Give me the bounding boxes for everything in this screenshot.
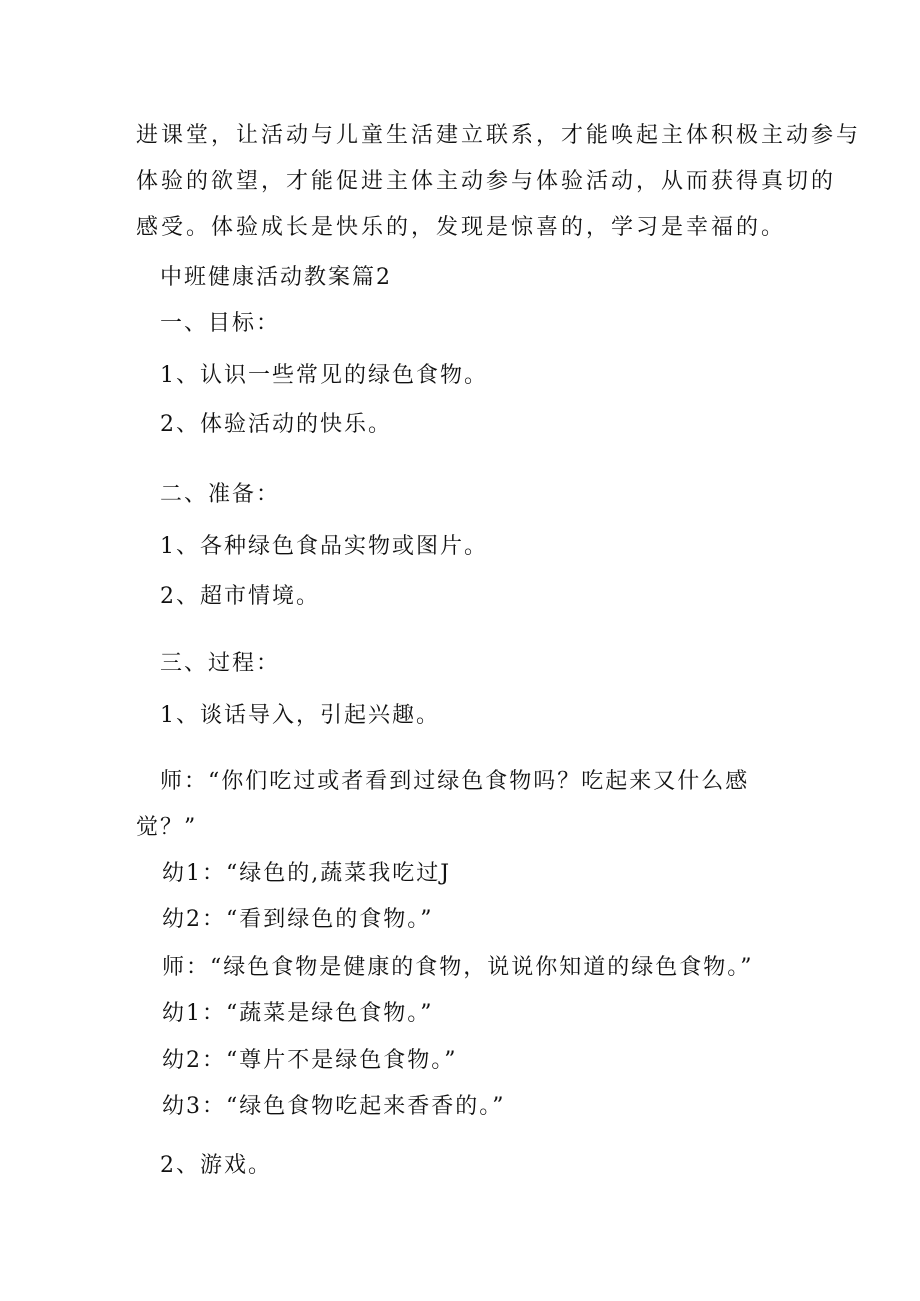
dialogue-line-7: 幼2：“尊片不是绿色食物。” bbox=[162, 1048, 458, 1073]
dialogue-line-2: 觉？” bbox=[136, 815, 198, 840]
dialogue-line-1: 师：“你们吃过或者看到过绿色食物吗？吃起来又什么感 bbox=[160, 769, 750, 794]
heading-process: 三、过程： bbox=[160, 651, 281, 676]
goal-item-2: 2、体验活动的快乐。 bbox=[160, 412, 392, 437]
prep-item-2: 2、超市情境。 bbox=[160, 584, 320, 609]
dialogue-line-4: 幼2：“看到绿色的食物。” bbox=[162, 907, 434, 932]
heading-goals: 一、目标： bbox=[160, 311, 281, 336]
dialogue-line-5: 师：“绿色食物是健康的食物，说说你知道的绿色食物。” bbox=[162, 955, 754, 980]
section-title: 中班健康活动教案篇2 bbox=[160, 265, 392, 290]
intro-line-1: 进课堂，让活动与儿童生活建立联系，才能唤起主体积极主动参与 bbox=[136, 123, 862, 148]
intro-line-2: 体验的欲望，才能促进主体主动参与体验活动，从而获得真切的 bbox=[136, 169, 837, 194]
process-step-1: 1、谈话导入，引起兴趣。 bbox=[160, 703, 440, 728]
goal-item-1: 1、认识一些常见的绿色食物。 bbox=[160, 363, 488, 388]
dialogue-line-6: 幼1：“蔬菜是绿色食物。” bbox=[162, 1001, 434, 1026]
dialogue-line-8: 幼3：“绿色食物吃起来香香的。” bbox=[162, 1094, 506, 1119]
intro-line-3: 感受。体验成长是快乐的，发现是惊喜的，学习是幸福的。 bbox=[136, 215, 787, 240]
process-step-2: 2、游戏。 bbox=[160, 1153, 272, 1178]
dialogue-line-3: 幼1：“绿色的,蔬菜我吃过J bbox=[162, 861, 452, 886]
prep-item-1: 1、各种绿色食品实物或图片。 bbox=[160, 534, 488, 559]
heading-preparation: 二、准备： bbox=[160, 482, 281, 507]
